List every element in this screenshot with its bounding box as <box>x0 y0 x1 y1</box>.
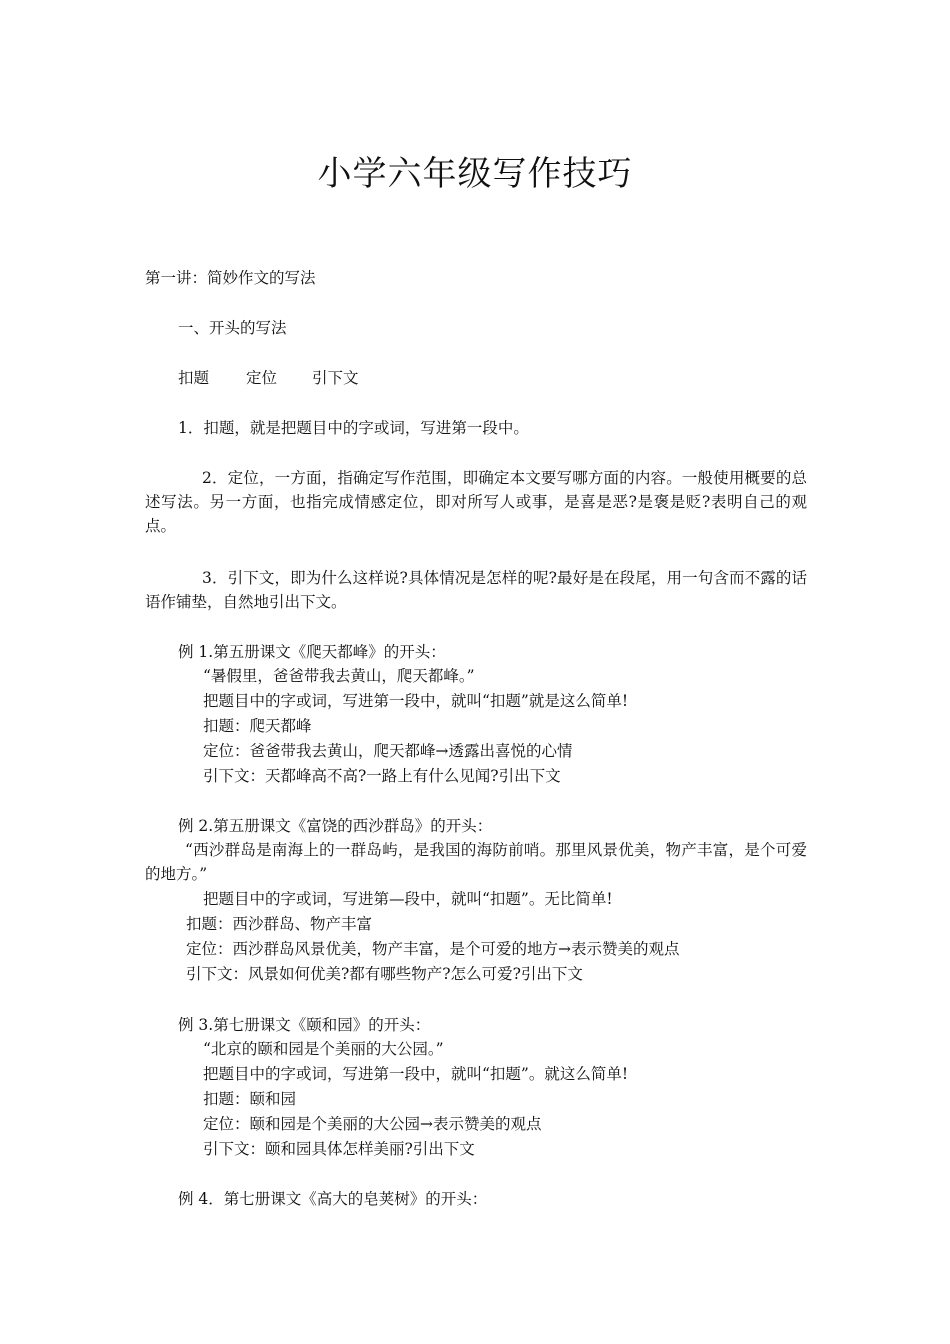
example-3-note: 把题目中的字或词，写进第一段中，就叫“扣题”。就这么简单! <box>203 1065 629 1083</box>
point-1: 1．扣题，就是把题目中的字或词，写进第一段中。 <box>178 419 529 437</box>
keyword-yinxiawen: 引下文 <box>312 369 359 387</box>
example-2-dingwei: 定位：西沙群岛风景优美，物产丰富，是个可爱的地方→表示赞美的观点 <box>186 940 680 958</box>
example-2-heading: 例 2.第五册课文《富饶的西沙群岛》的开头： <box>178 817 493 835</box>
example-3-heading: 例 3.第七册课文《颐和园》的开头： <box>178 1016 431 1034</box>
example-3-kouti: 扣题：颐和园 <box>203 1090 297 1108</box>
example-1-note: 把题目中的字或词，写进第一段中，就叫“扣题”就是这么简单! <box>203 692 629 710</box>
example-2-yinxiawen: 引下文：风景如何优美?都有哪些物产?怎么可爱?引出下文 <box>186 965 583 983</box>
keyword-kouti: 扣题 <box>178 369 210 387</box>
point-3: 3．引下文，即为什么这样说?具体情况是怎样的呢?最好是在段尾，用一句含而不露的话语作铺垫，自然地引出下文。 <box>145 569 807 611</box>
example-1-dingwei: 定位：爸爸带我去黄山，爬天都峰→透露出喜悦的心情 <box>203 742 573 760</box>
example-2-quote: “西沙群岛是南海上的一群岛屿，是我国的海防前哨。那里风景优美，物产丰富，是个可爱的地方。” <box>145 841 807 883</box>
example-2-note: 把题目中的字或词，写进第—段中，就叫“扣题”。无比简单! <box>203 890 613 908</box>
document-title: 小学六年级写作技巧 <box>317 154 633 194</box>
example-3-dingwei: 定位：颐和园是个美丽的大公园→表示赞美的观点 <box>203 1115 542 1133</box>
keyword-dingwei: 定位 <box>246 369 278 387</box>
example-1-quote: “暑假里，爸爸带我去黄山，爬天都峰。” <box>203 667 475 685</box>
example-3-quote: “北京的颐和园是个美丽的大公园。” <box>203 1040 444 1058</box>
example-1-yinxiawen: 引下文：天都峰高不高?一路上有什么见闻?引出下文 <box>203 767 561 785</box>
section-heading: 一、开头的写法 <box>178 319 287 337</box>
example-1-heading: 例 1.第五册课文《爬天都峰》的开头： <box>178 643 446 661</box>
example-3-yinxiawen: 引下文：颐和园具体怎样美丽?引出下文 <box>203 1140 475 1158</box>
example-4-heading: 例 4．第七册课文《高大的皂荚树》的开头： <box>178 1190 488 1208</box>
point-2: 2．定位，一方面，指确定写作范围，即确定本文要写哪方面的内容。一般使用概要的总述写法。另一方面，也指完成情感定位，即对所写人或事，是喜是恶?是褒是贬?表明自己的观点。 <box>145 469 807 535</box>
example-2-kouti: 扣题：西沙群岛、物产丰富 <box>186 915 373 933</box>
lecture-heading: 第一讲：简妙作文的写法 <box>145 269 316 287</box>
example-1-kouti: 扣题：爬天都峰 <box>203 717 312 735</box>
